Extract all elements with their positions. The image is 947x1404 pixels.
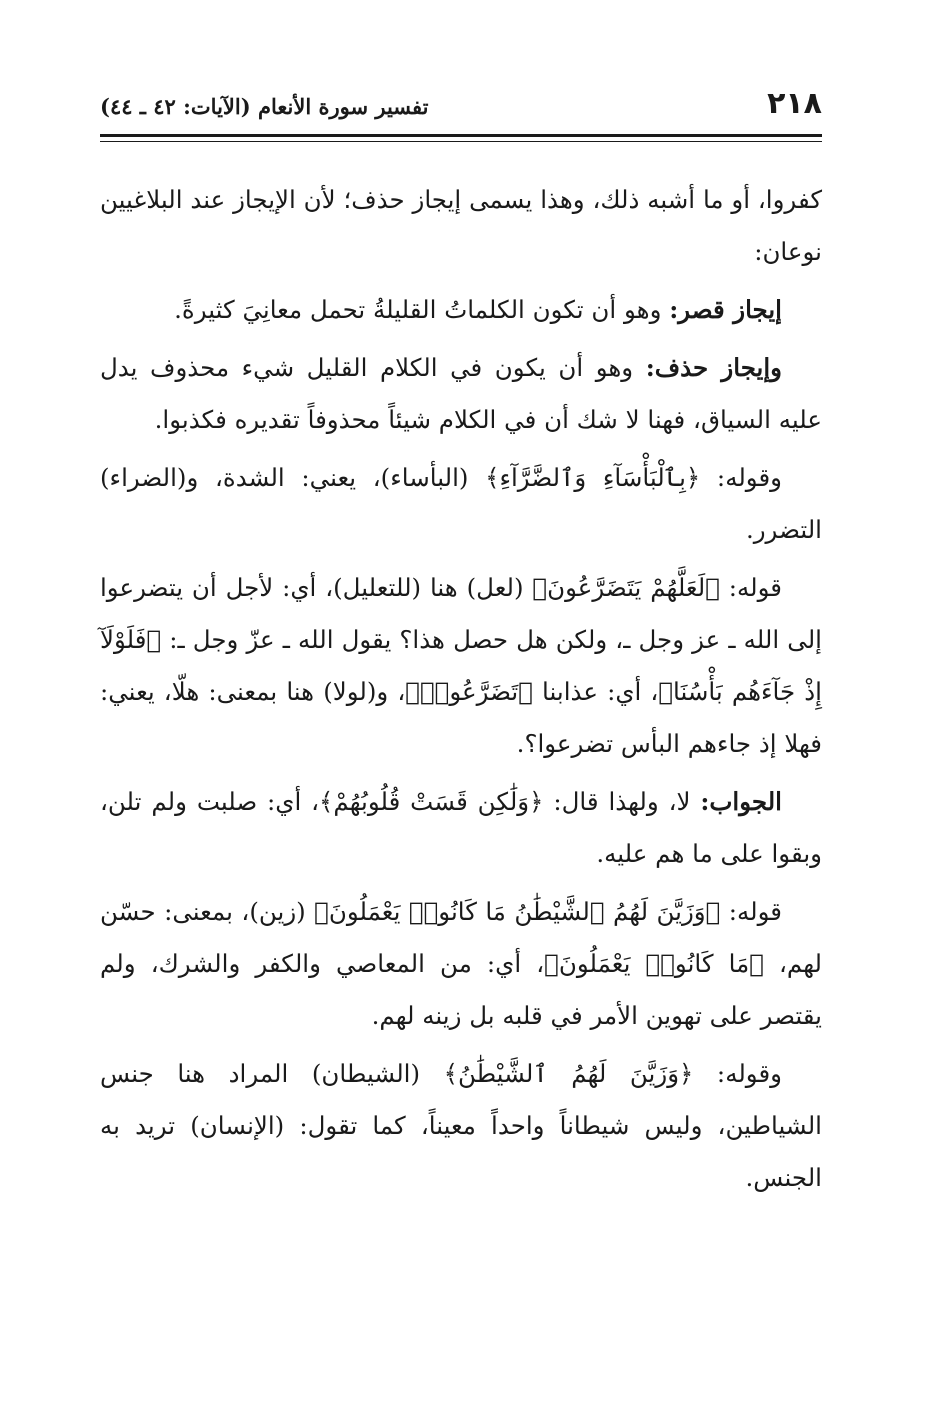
paragraph-7 [100, 886, 822, 1042]
paragraph-3 [100, 342, 822, 446]
paragraph-text: قوله: ﴿لَعَلَّهُمْ يَتَضَرَّعُونَ﴾ (لعل) هنا (للتعليل)، أي: لأجل أن يتضرعوا إلى الله ـ عز وجل ـ، ولكن هل حصل هذا؟ يقول الله ـ عزّ وجل ـ: ﴿فَلَوْلَآ إِذْ جَآءَهُم بَأْسُنَا﴾، أي: عذابنا ﴿تَضَرَّعُوا۟﴾، و(لولا) هنا بمعنى: هلّا، يعني: فهلا إذ جاءهم البأس تضرعوا؟. [100, 573, 822, 758]
running-title: تفسير سورة الأنعام (الآيات: ٤٢ ـ ٤٤) [100, 94, 429, 119]
paragraph-text: وقوله: ﴿وَزَيَّنَ لَهُمُ ٱلشَّيْطَٰنُ﴾ (الشيطان) المراد هنا جنس الشياطين، وليس شيطاناً واحداً معيناً، كما تقول: (الإنسان) تريد به الجنس. [100, 1059, 822, 1192]
header-rule-thin [100, 141, 822, 142]
paragraph-1 [100, 174, 822, 278]
book-page [100, 78, 822, 1338]
paragraph-5 [100, 562, 822, 770]
paragraph-text: كفروا، أو ما أشبه ذلك، وهذا يسمى إيجاز حذف؛ لأن الإيجاز عند البلاغيين نوعان: [100, 185, 822, 266]
body-text [100, 174, 822, 1210]
paragraph-text: وهو أن تكون الكلماتُ القليلةُ تحمل معانِيَ كثيرةً. [174, 295, 670, 324]
paragraph-term: وإيجاز حذف: [645, 353, 783, 382]
page-header [100, 78, 822, 134]
paragraph-8 [100, 1048, 822, 1204]
header-rule-thick [100, 134, 822, 137]
paragraph-4 [100, 452, 822, 556]
paragraph-text: قوله: ﴿وَزَيَّنَ لَهُمُ ٱلشَّيْطَٰنُ مَا كَانُوا۟ يَعْمَلُونَ﴾ (زين)، بمعنى: حسّن لهم، ﴿مَا كَانُوا۟ يَعْمَلُونَ﴾، أي: من المعاصي والكفر والشرك، ولم يقتصر على تهوين الأمر في قلبه بل زينه لهم. [100, 897, 822, 1030]
paragraph-text: وهو أن يكون في الكلام القليل شيء محذوف يدل عليه السياق، فهنا لا شك أن في الكلام شيئاً محذوفاً تقديره فكذبوا. [100, 353, 822, 434]
paragraph-2 [100, 284, 822, 336]
paragraph-term: الجواب: [700, 787, 782, 816]
paragraph-term: إيجاز قصر: [669, 295, 782, 324]
paragraph-text: وقوله: ﴿بِٱلْبَأْسَآءِ وَٱلضَّرَّآءِ﴾ (البأساء)، يعني: الشدة، و(الضراء) التضرر. [100, 463, 822, 544]
paragraph-text: لا، ولهذا قال: ﴿وَلَٰكِن قَسَتْ قُلُوبُهُمْ﴾، أي: صلبت ولم تلن، وبقوا على ما هم عليه. [100, 787, 822, 868]
paragraph-6 [100, 776, 822, 880]
page-number: ٢١٨ [767, 86, 822, 121]
